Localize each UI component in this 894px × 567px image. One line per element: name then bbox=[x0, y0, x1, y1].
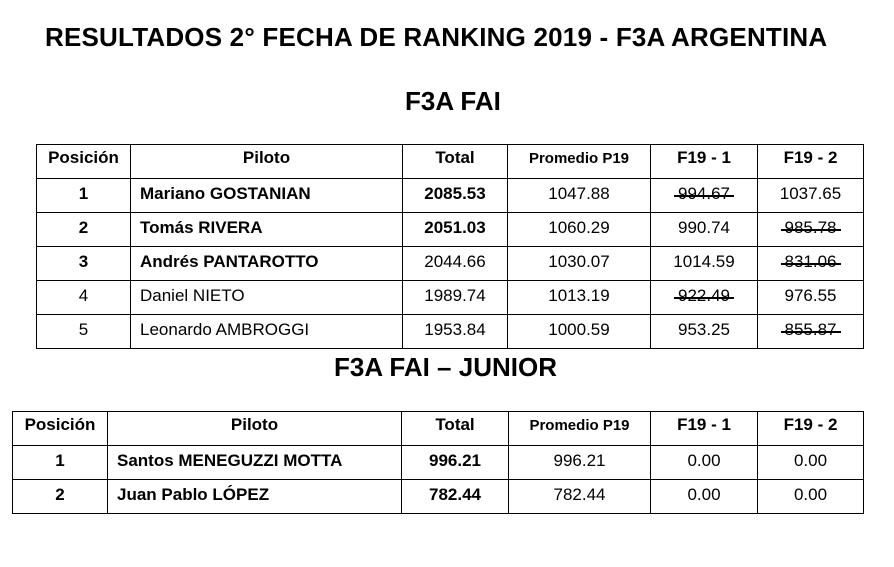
section-title-junior: F3A FAI – JUNIOR bbox=[334, 352, 557, 382]
cell-promedio: 1000.59 bbox=[508, 315, 651, 349]
cell-total: 1953.84 bbox=[403, 315, 508, 349]
cell-total: 1989.74 bbox=[403, 281, 508, 315]
cell-total: 2044.66 bbox=[403, 247, 508, 281]
cell-f19-2 bbox=[758, 213, 864, 247]
junior-results-table bbox=[12, 411, 864, 514]
cell-piloto: Leonardo AMBROGGI bbox=[131, 315, 403, 349]
cell-f19-2: 1037.65 bbox=[758, 179, 864, 213]
discarded-score: 985.78 bbox=[784, 218, 837, 237]
header-total: Total bbox=[403, 145, 508, 179]
table-row bbox=[37, 179, 864, 213]
cell-piloto: Daniel NIETO bbox=[131, 281, 403, 315]
discarded-score: 831.06 bbox=[784, 252, 837, 271]
cell-f19-2: 0.00 bbox=[758, 480, 864, 514]
discarded-score: 922.49 bbox=[678, 286, 730, 305]
cell-total: 2051.03 bbox=[403, 213, 508, 247]
header-f19-2: F19 - 2 bbox=[758, 145, 864, 179]
cell-piloto: Tomás RIVERA bbox=[131, 213, 403, 247]
cell-posicion: 1 bbox=[37, 179, 131, 213]
discarded-score: 994.67 bbox=[678, 184, 730, 203]
header-f19-1: F19 - 1 bbox=[651, 412, 758, 446]
cell-f19-1 bbox=[651, 281, 758, 315]
header-posicion: Posición bbox=[13, 412, 108, 446]
cell-posicion: 1 bbox=[13, 446, 108, 480]
table-row bbox=[37, 315, 864, 349]
cell-promedio: 1060.29 bbox=[508, 213, 651, 247]
section-title-fai: F3A FAI bbox=[405, 86, 501, 116]
cell-posicion: 4 bbox=[37, 281, 131, 315]
table-row bbox=[37, 213, 864, 247]
header-promedio: Promedio P19 bbox=[509, 412, 651, 446]
cell-f19-1 bbox=[651, 179, 758, 213]
cell-f19-1: 990.74 bbox=[651, 213, 758, 247]
cell-promedio: 782.44 bbox=[509, 480, 651, 514]
cell-posicion: 3 bbox=[37, 247, 131, 281]
cell-piloto: Andrés PANTAROTTO bbox=[131, 247, 403, 281]
cell-f19-2: 976.55 bbox=[758, 281, 864, 315]
cell-promedio: 1030.07 bbox=[508, 247, 651, 281]
header-piloto: Piloto bbox=[108, 412, 402, 446]
cell-f19-1: 1014.59 bbox=[651, 247, 758, 281]
cell-posicion: 2 bbox=[13, 480, 108, 514]
cell-total: 782.44 bbox=[402, 480, 509, 514]
cell-f19-1: 0.00 bbox=[651, 446, 758, 480]
table-row bbox=[13, 480, 864, 514]
cell-piloto: Mariano GOSTANIAN bbox=[131, 179, 403, 213]
cell-f19-1: 953.25 bbox=[651, 315, 758, 349]
cell-f19-2: 0.00 bbox=[758, 446, 864, 480]
cell-f19-2 bbox=[758, 315, 864, 349]
cell-piloto: Santos MENEGUZZI MOTTA bbox=[108, 446, 402, 480]
cell-promedio: 996.21 bbox=[509, 446, 651, 480]
cell-f19-2 bbox=[758, 247, 864, 281]
header-f19-1: F19 - 1 bbox=[651, 145, 758, 179]
cell-f19-1: 0.00 bbox=[651, 480, 758, 514]
cell-posicion: 5 bbox=[37, 315, 131, 349]
header-posicion: Posición bbox=[37, 145, 131, 179]
table-header-row bbox=[37, 145, 864, 179]
table-row bbox=[37, 281, 864, 315]
cell-total: 2085.53 bbox=[403, 179, 508, 213]
cell-piloto: Juan Pablo LÓPEZ bbox=[108, 480, 402, 514]
header-f19-2: F19 - 2 bbox=[758, 412, 864, 446]
cell-promedio: 1047.88 bbox=[508, 179, 651, 213]
header-total: Total bbox=[402, 412, 509, 446]
cell-total: 996.21 bbox=[402, 446, 509, 480]
discarded-score: 855.87 bbox=[784, 320, 837, 339]
cell-posicion: 2 bbox=[37, 213, 131, 247]
table-row bbox=[13, 446, 864, 480]
header-piloto: Piloto bbox=[131, 145, 403, 179]
table-row bbox=[37, 247, 864, 281]
page-title: RESULTADOS 2° FECHA DE RANKING 2019 - F3A ARGENTINA bbox=[45, 22, 828, 52]
table-header-row bbox=[13, 412, 864, 446]
header-promedio: Promedio P19 bbox=[508, 145, 651, 179]
fai-results-table bbox=[36, 144, 864, 349]
cell-promedio: 1013.19 bbox=[508, 281, 651, 315]
